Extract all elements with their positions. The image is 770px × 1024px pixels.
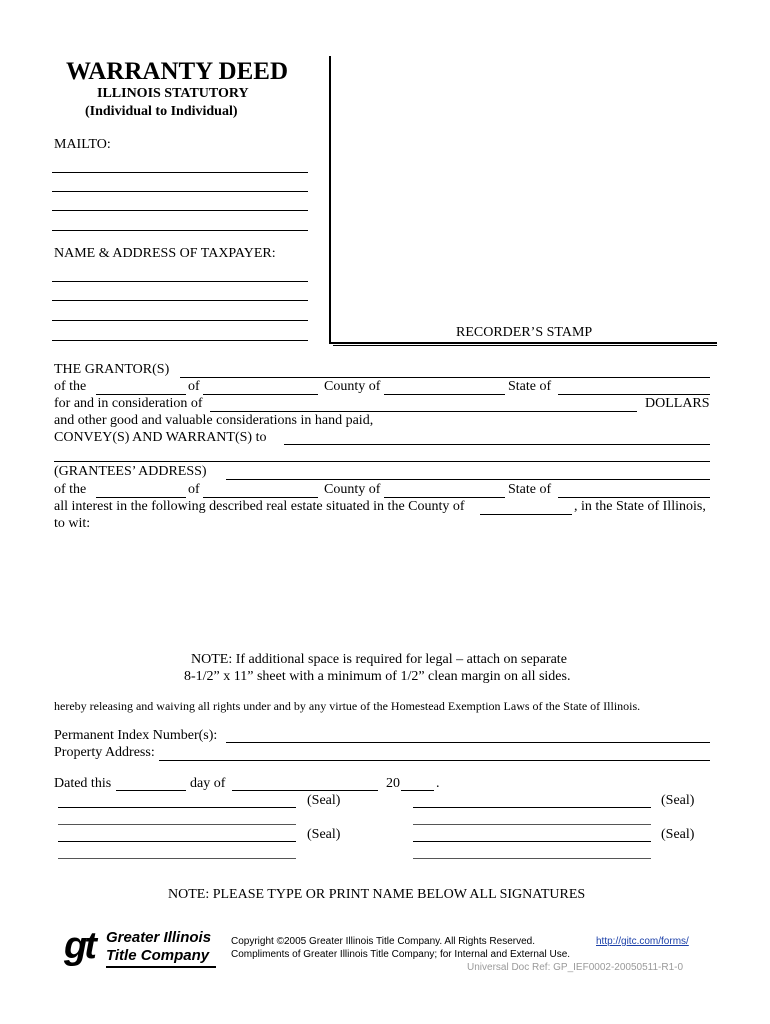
dated-this-label: Dated this <box>54 776 112 791</box>
printed-name-line-left-1[interactable] <box>58 824 296 825</box>
convey-warrant-label: CONVEY(S) AND WARRANT(S) to <box>54 430 267 445</box>
taxpayer-line-1[interactable] <box>52 281 308 282</box>
grantor-name-field[interactable] <box>180 377 710 378</box>
signature-line-left-2[interactable] <box>58 841 296 842</box>
grantor-state-field[interactable] <box>558 394 710 395</box>
forms-link[interactable]: http://gitc.com/forms/ <box>596 936 689 947</box>
dollars-label: DOLLARS <box>645 396 710 411</box>
seal-label-right-1: (Seal) <box>661 793 695 808</box>
mailto-line-1[interactable] <box>52 172 308 173</box>
grantor-place-field[interactable] <box>203 394 318 395</box>
taxpayer-line-3[interactable] <box>52 320 308 321</box>
taxpayer-line-4[interactable] <box>52 340 308 341</box>
legal-space-note-line-2: 8-1/2” x 11” sheet with a minimum of 1/2” clean margin on all sides. <box>184 669 571 684</box>
grantor-state-label: State of <box>508 379 552 394</box>
taxpayer-label: NAME & ADDRESS OF TAXPAYER: <box>54 246 276 261</box>
taxpayer-line-2[interactable] <box>52 300 308 301</box>
recorder-stamp-label: RECORDER’S STAMP <box>456 325 593 340</box>
print-name-note: NOTE: PLEASE TYPE OR PRINT NAME BELOW ALL SIGNATURES <box>168 887 586 902</box>
grantor-of-the-label: of the <box>54 379 87 394</box>
doc-ref-text: Universal Doc Ref: GP_IEF0002-20050511-R1-0 <box>467 962 684 973</box>
grantee-county-label: County of <box>324 482 381 497</box>
grantees-address-field[interactable] <box>226 479 710 480</box>
copyright-text: Copyright ©2005 Greater Illinois Title Company. All Rights Reserved. <box>231 936 535 947</box>
grantee-place-field[interactable] <box>203 497 318 498</box>
grantee-county-field[interactable] <box>384 497 505 498</box>
compliments-text: Compliments of Greater Illinois Title Company; for Internal and External Use. <box>231 949 571 960</box>
recorder-box-left-border <box>329 56 331 344</box>
company-logo <box>62 924 222 972</box>
real-estate-interest-text: all interest in the following described real estate situated in the County of <box>54 499 465 514</box>
dated-month-field[interactable] <box>232 790 378 791</box>
logo-line-2: Title Company <box>106 947 210 964</box>
consideration-amount-field[interactable] <box>210 411 637 412</box>
recorder-box-bottom-border <box>329 342 717 344</box>
grantee-of-label: of <box>188 482 200 497</box>
printed-name-line-right-1[interactable] <box>413 824 651 825</box>
signature-line-right-2[interactable] <box>413 841 651 842</box>
seal-label-right-2: (Seal) <box>661 827 695 842</box>
dated-period: . <box>436 776 440 791</box>
document-subtitle-statutory: ILLINOIS STATUTORY <box>97 86 249 101</box>
grantee-name-field[interactable] <box>284 444 710 445</box>
grantee-of-the-label: of the <box>54 482 87 497</box>
recorder-box-bottom-border-inner <box>333 345 717 346</box>
real-estate-county-field[interactable] <box>480 514 572 515</box>
document-subtitle-type: (Individual to Individual) <box>85 104 238 119</box>
pin-label: Permanent Index Number(s): <box>54 728 218 743</box>
document-title: WARRANTY DEED <box>66 58 289 85</box>
logo-line-1: Greater Illinois <box>106 929 212 946</box>
printed-name-line-left-2[interactable] <box>58 858 296 859</box>
grantor-of-label: of <box>188 379 200 394</box>
to-wit-label: to wit: <box>54 516 91 531</box>
signature-line-right-1[interactable] <box>413 807 651 808</box>
grantee-name-field-2[interactable] <box>54 461 710 462</box>
mailto-label: MAILTO: <box>54 137 111 152</box>
printed-name-line-right-2[interactable] <box>413 858 651 859</box>
grantees-address-label: (GRANTEES’ ADDRESS) <box>54 464 207 479</box>
logo-mark: gt <box>64 925 94 967</box>
seal-label-left-2: (Seal) <box>307 827 341 842</box>
pin-field[interactable] <box>226 742 710 743</box>
grantee-state-field[interactable] <box>558 497 710 498</box>
dated-day-field[interactable] <box>116 790 186 791</box>
year-prefix-label: 20 <box>386 776 400 791</box>
property-address-field[interactable] <box>159 760 710 761</box>
other-considerations-text: and other good and valuable considerations in hand paid, <box>54 413 374 428</box>
logo-underline <box>106 966 216 968</box>
homestead-waiver-text: hereby releasing and waiving all rights under and by any virtue of the Homestead Exemption Laws of the State of Illinois. <box>54 699 641 713</box>
grantor-label: THE GRANTOR(S) <box>54 362 170 377</box>
legal-space-note-line-1: NOTE: If additional space is required for legal – attach on separate <box>191 652 567 667</box>
grantor-county-label: County of <box>324 379 381 394</box>
mailto-line-3[interactable] <box>52 210 308 211</box>
grantee-municipality-field[interactable] <box>96 497 186 498</box>
mailto-line-2[interactable] <box>52 191 308 192</box>
consideration-label: for and in consideration of <box>54 396 203 411</box>
signature-line-left-1[interactable] <box>58 807 296 808</box>
grantor-county-field[interactable] <box>384 394 505 395</box>
dated-year-field[interactable] <box>401 790 434 791</box>
grantor-municipality-field[interactable] <box>96 394 186 395</box>
day-of-label: day of <box>190 776 226 791</box>
grantee-state-label: State of <box>508 482 552 497</box>
state-of-illinois-text: , in the State of Illinois, <box>574 499 706 514</box>
property-address-label: Property Address: <box>54 745 155 760</box>
mailto-line-4[interactable] <box>52 230 308 231</box>
seal-label-left-1: (Seal) <box>307 793 341 808</box>
